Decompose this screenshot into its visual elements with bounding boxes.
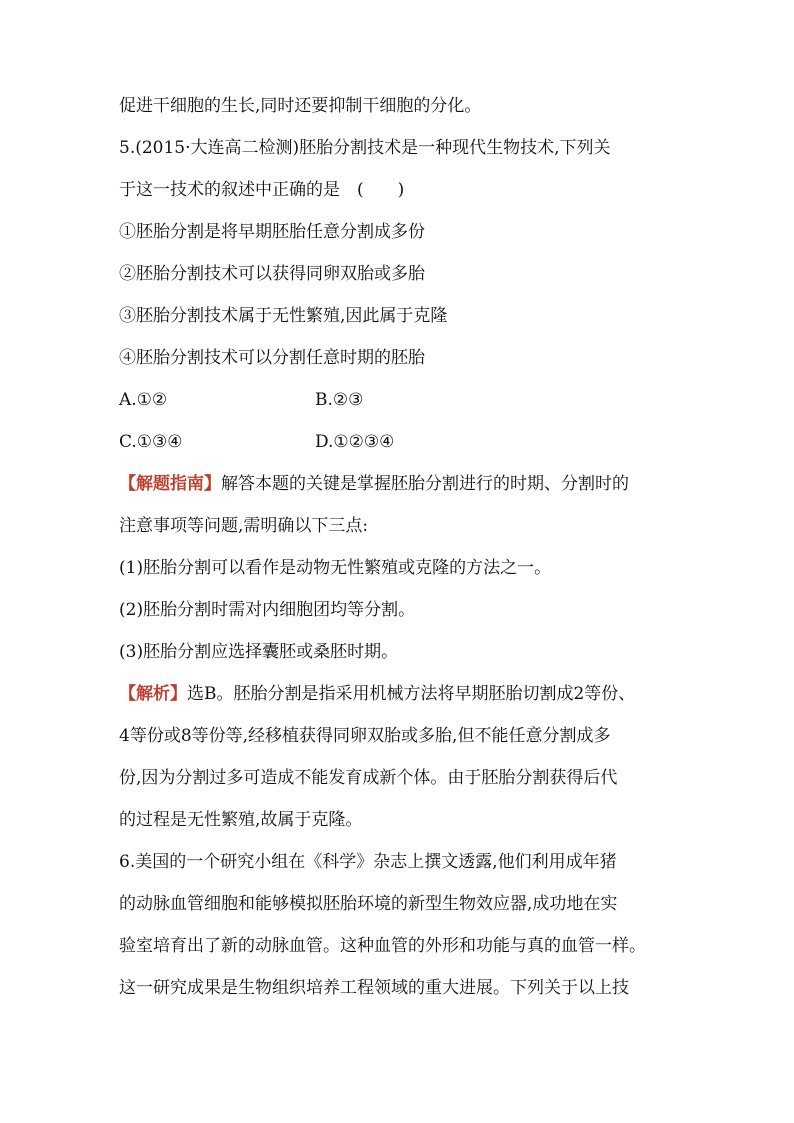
- analysis-line3: 份,因为分割过多可造成不能发育成新个体。由于胚胎分割获得后代: [119, 768, 618, 788]
- q5-stem-line1: 5.(2015·大连高二检测)胚胎分割技术是一种现代生物技术,下列关: [119, 138, 611, 158]
- q5-statement-4: ④胚胎分割技术可以分割任意时期的胚胎: [119, 348, 425, 368]
- q6-line1: 6.美国的一个研究小组在《科学》杂志上撰文透露,他们利用成年猪: [119, 852, 617, 872]
- q5-statement-2: ②胚胎分割技术可以获得同卵双胎或多胎: [119, 264, 425, 284]
- hint-line1: [119, 474, 689, 516]
- analysis-text-1: 选B。胚胎分割是指采用机械方法将早期胚胎切割成2等份、: [187, 684, 636, 704]
- q5-statement-1: ①胚胎分割是将早期胚胎任意分割成多份: [119, 222, 425, 242]
- q5-stem-line2: 于这一技术的叙述中正确的是 ( ): [119, 180, 405, 200]
- hint-point-2: (2)胚胎分割时需对内细胞团均等分割。: [119, 600, 416, 620]
- document-page: [119, 96, 689, 1020]
- q5-options-row-2: [119, 432, 689, 474]
- solution-hint: [119, 474, 689, 684]
- question-5: [119, 138, 689, 474]
- analysis-tag: 【解析】: [119, 684, 187, 704]
- q5-option-d: D.①②③④: [315, 432, 395, 452]
- hint-line2: 注意事项等问题,需明确以下三点:: [119, 516, 369, 536]
- q5-option-a: A.①②: [119, 390, 168, 410]
- analysis-line4: 的过程是无性繁殖,故属于克隆。: [119, 810, 363, 830]
- q5-options-row-1: [119, 390, 689, 432]
- q5-option-b: B.②③: [315, 390, 364, 410]
- q6-line2: 的动脉血管细胞和能够模拟胚胎环境的新型生物效应器,成功地在实: [119, 894, 618, 914]
- hint-point-3: (3)胚胎分割应选择囊胚或桑胚时期。: [119, 642, 399, 662]
- analysis: [119, 684, 689, 852]
- analysis-line2: 4等份或8等份等,经移植获得同卵双胎或多胎,但不能任意分割成多: [119, 726, 611, 746]
- q6-line3: 验室培育出了新的动脉血管。这种血管的外形和功能与真的血管一样。: [119, 936, 646, 956]
- hint-point-1: (1)胚胎分割可以看作是动物无性繁殖或克隆的方法之一。: [119, 558, 552, 578]
- continuation-text: 促进干细胞的生长,同时还要抑制干细胞的分化。: [119, 96, 482, 116]
- q6-line4: 这一研究成果是生物组织培养工程领域的重大进展。下列关于以上技: [119, 978, 629, 998]
- hint-tag: 【解题指南】: [119, 474, 221, 494]
- q5-statement-3: ③胚胎分割技术属于无性繁殖,因此属于克隆: [119, 306, 448, 326]
- question-6: [119, 852, 689, 1020]
- q5-option-c: C.①③④: [119, 432, 183, 452]
- hint-text-1: 解答本题的关键是掌握胚胎分割进行的时期、分割时的: [221, 474, 629, 494]
- analysis-line1: [119, 684, 689, 726]
